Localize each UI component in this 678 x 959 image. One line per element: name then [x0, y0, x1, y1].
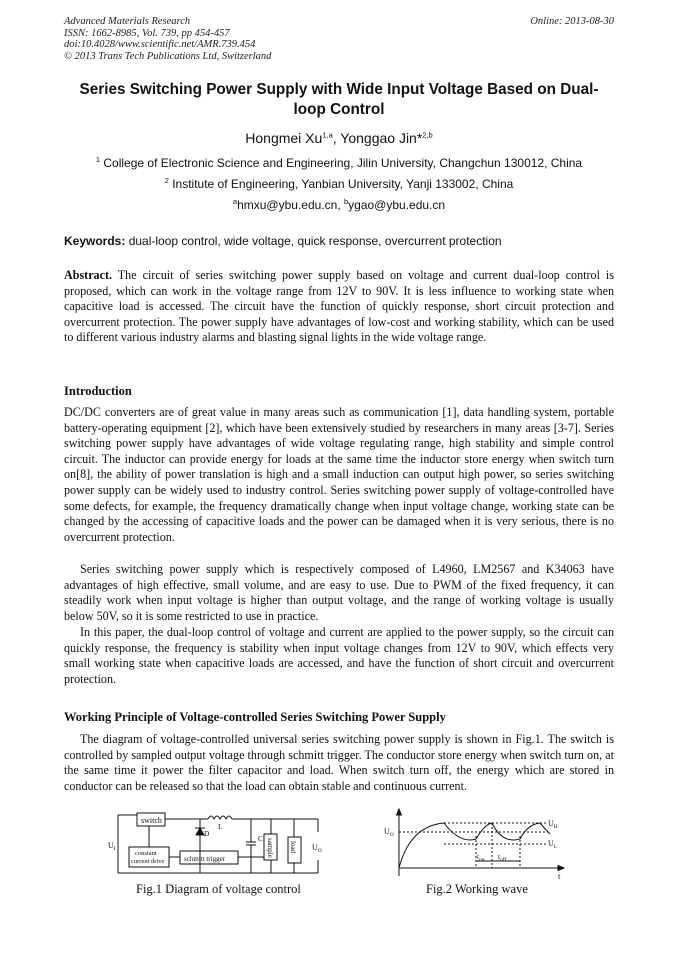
toff-label [498, 852, 507, 863]
journal-header [64, 16, 271, 62]
y-axis-arrow [397, 809, 402, 815]
ripple-waveform [399, 823, 550, 868]
email-b-mark: b [343, 197, 349, 206]
ton-label [477, 852, 485, 863]
email-b[interactable]: ygao@ybu.edu.cn [348, 198, 446, 212]
inductor-label: L [218, 822, 223, 831]
emails [64, 198, 614, 212]
load-label: load [289, 841, 297, 854]
working-heading: Working Principle of Voltage-controlled Series Switching Power Supply [64, 710, 446, 724]
ul-label [548, 839, 558, 850]
switch-label: switch [141, 816, 162, 825]
keywords [64, 234, 614, 248]
author-2: Yonggao Jin* [340, 130, 423, 146]
fig1-caption: Fig.1 Diagram of voltage control [136, 882, 301, 896]
intro-heading: Introduction [64, 384, 132, 398]
uo-sub: O [317, 848, 322, 854]
keywords-text: dual-loop control, wide voltage, quick response, overcurrent protection [125, 234, 502, 248]
abstract-text: The circuit of series switching power supply based on voltage and current dual-loop control is proposed, which can work in the voltage range from 12V to 90V. It is less influence to working state when capacitive load is accessed. The circuit have the function of quickly response, short circuit protection and overcurrent protection. The power supply have advantages of low-cost and working stability, which can be used to different various industry alarms and blasting signal lights in the wide voltage range. [64, 268, 614, 345]
keywords-label: Keywords: [64, 234, 126, 248]
email-a-mark: a [232, 197, 238, 206]
author-line [64, 130, 614, 146]
ul-main: U [548, 839, 554, 848]
uo-label [312, 843, 322, 854]
intro-paragraph-1: DC/DC converters are of great value in many areas such as communication [1], data handling system, portable battery-operating equipment [2], which have been extensively studied by researchers in many areas [3-7]. Series switching power supply have advantages of wide voltage regulating range, high stability and simple control circuit. The inductor can provide energy for loads at the same time the inductor store energy when switch turn on[8], the ability of power translation is high and a small induction can output high power, so series switching power supply can be widely used to industry control. Series switching power supply of voltage-controlled have some defects, for example, the frequency dramatically change when input voltage change, working state can be changed by the accessing of capacitive loads and the power can be damaged when it is very serious, there is no overcurrent protection. [64, 405, 614, 544]
affiliation-2-mark: 2 [164, 176, 169, 185]
uh-main: U [548, 819, 554, 828]
ton-main: t [477, 852, 480, 861]
toff-sub: off [500, 857, 507, 863]
abstract-label: Abstract. [64, 268, 113, 282]
author-1: Hongmei Xu [245, 130, 323, 146]
issn: ISSN: 1662-8985, Vol. 739, pp 454-457 [64, 27, 230, 39]
uo-main: U [312, 843, 318, 852]
constant-label: constant [135, 850, 157, 857]
author-separator: , [332, 130, 341, 146]
paper-title: Series Switching Power Supply with Wide Input Voltage Based on Dual-loop Control [79, 81, 599, 118]
fig2-working-wave [380, 806, 572, 880]
diode-symbol [196, 828, 204, 835]
fig2-uo-label [384, 827, 394, 838]
affiliation-2 [64, 177, 614, 191]
diode-label: D [204, 829, 210, 838]
author-2-mark: 2,b [422, 130, 433, 140]
copyright: © 2013 Trans Tech Publications Ltd, Switzerland [64, 50, 272, 62]
fig2-caption: Fig.2 Working wave [426, 882, 528, 896]
capacitor-label: C [258, 834, 264, 843]
ui-main: U [108, 841, 114, 850]
sample-label: sample [266, 838, 274, 858]
doi: doi:10.4028/www.scientific.net/AMR.739.454 [64, 39, 256, 50]
fig2-uo-main: U [384, 827, 390, 836]
ton-sub: on [479, 857, 485, 863]
toff-main: t [498, 852, 501, 861]
intro-paragraph-2: Series switching power supply which is respectively composed of L4960, LM2567 and K34063 have advantages of high effective, small volume, and are easy to use. Due to PWM of the fixed frequency, it can steadily work when input voltage is higher than output voltage, and the range of working voltage is usually below 50V, so it is some restricted to use in practice. [64, 562, 614, 623]
time-axis-label: t [558, 871, 561, 880]
affiliation-1-text: College of Electronic Science and Engineering, Jilin University, Changchun 130012, China [100, 156, 583, 170]
fig2-uo-sub: O [389, 832, 394, 838]
affiliation-1-mark: 1 [95, 155, 101, 164]
current-drive-label: current drive [131, 858, 165, 865]
ul-sub: L [553, 844, 558, 850]
ui-label [108, 841, 116, 852]
inductor [208, 816, 232, 819]
affiliation-1 [64, 156, 614, 170]
uh-sub: H [553, 824, 558, 830]
author-1-mark: 1,a [322, 130, 333, 140]
online-date: Online: 2013-08-30 [530, 16, 614, 27]
email-a[interactable]: hmxu@ybu.edu.cn, [237, 198, 344, 212]
ui-sub: I [113, 846, 116, 852]
fig1-circuit-diagram [108, 810, 338, 882]
x-axis-arrow [558, 866, 564, 871]
journal-name: Advanced Materials Research [64, 16, 191, 27]
working-paragraph-1: The diagram of voltage-controlled universal series switching power supply is shown in Fig.1. The switch is controlled by sampled output voltage through schmitt trigger. The conductor store energy when switch turn on, at the same time it power the filter capacitor and load. When switch turn off, the energy which are stored in conductor can be released so that the load can obtain stable and continuous current. [64, 732, 614, 793]
affiliation-2-text: Institute of Engineering, Yanbian University, Yanji 133002, China [168, 177, 514, 191]
intro-paragraph-3: In this paper, the dual-loop control of voltage and current are applied to the power supply, so the circuit can quickly response, the frequency is stability when input voltage changes from 12V to 90V, which effects very small working state when capacitive loads are accessed, and have the function of short circuit and overcurrent protection. [64, 625, 614, 686]
abstract [64, 268, 614, 346]
uh-label [548, 819, 558, 830]
schmitt-label: schmitt trigger [184, 855, 226, 863]
